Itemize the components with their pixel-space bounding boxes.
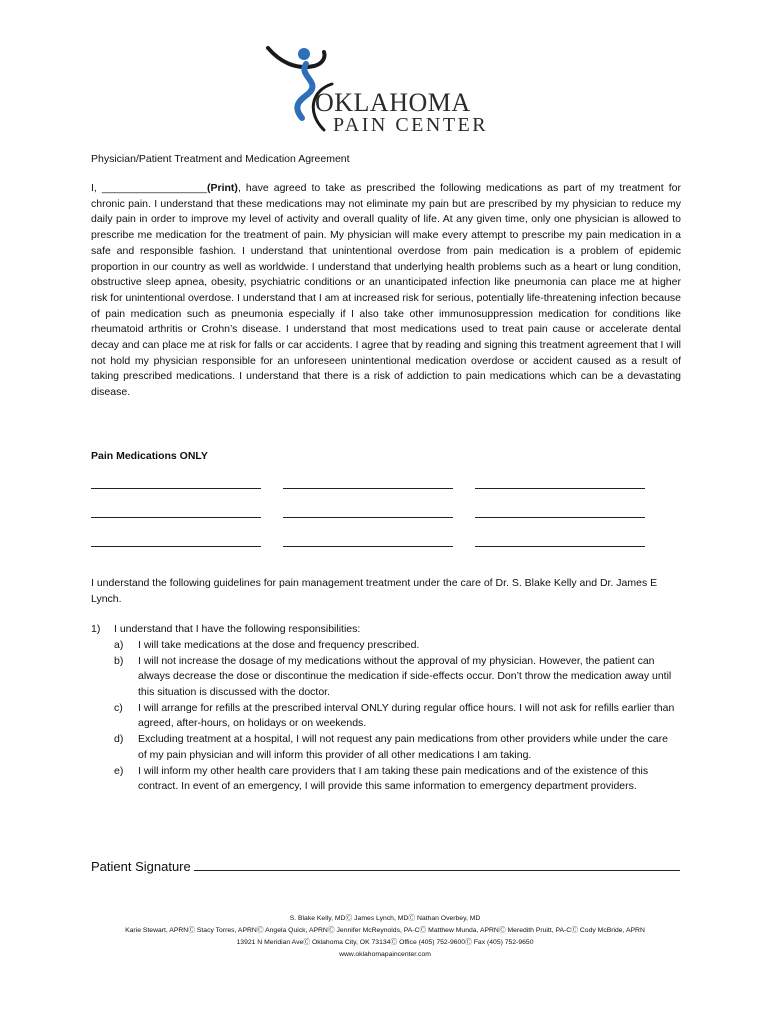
list-item-text: I will not increase the dosage of my medications without the approval of my physician. However, the patient can always decrease the dose or discontinue the medication if side-effects occur. Don’t throw the medication away until this situation is discussed with the doctor. bbox=[138, 654, 672, 698]
list-number: 1) bbox=[91, 623, 101, 635]
list-item-text: I will take medications at the dose and frequency prescribed. bbox=[138, 639, 420, 651]
signature-label: Patient Signature bbox=[91, 859, 191, 874]
list-item-letter: e) bbox=[114, 764, 124, 777]
list-heading: I understand that I have the following responsibilities: bbox=[114, 623, 361, 635]
medication-blank[interactable] bbox=[475, 478, 645, 489]
footer-physicians: S. Blake Kelly, MDⒸ James Lynch, MDⒸ Nathan Overbey, MD bbox=[289, 915, 481, 922]
list-item-text: I will inform my other health care providers that I am taking these pain medications and of the existence of this contract. In event of an emergency, I will provide this same information to emergency department providers. bbox=[138, 764, 649, 793]
medications-heading: Pain Medications ONLY bbox=[91, 450, 208, 462]
print-label: (Print) bbox=[207, 182, 238, 194]
medication-blank[interactable] bbox=[475, 507, 645, 518]
footer-providers: Karie Stewart, APRNⒸ Stacy Torres, APRNⒸ Angela Quick, APRNⒸ Jennifer McReynolds, PA-CⒸ Matthew Munda, APRNⒸ Meredith Pruitt, PA-CⒸ Cody McBride, APRN bbox=[125, 927, 645, 934]
intro-paragraph bbox=[91, 181, 681, 401]
medication-blank[interactable] bbox=[475, 536, 645, 547]
signature-line[interactable] bbox=[194, 858, 680, 871]
footer-website[interactable]: www.oklahomapaincenter.com bbox=[339, 951, 431, 958]
list-item-letter: b) bbox=[114, 654, 124, 667]
medication-row bbox=[91, 507, 651, 521]
logo-text-oklahoma: OKLAHOMA bbox=[315, 88, 471, 117]
logo-text-pain-center: PAIN CENTER bbox=[333, 114, 489, 136]
intro-text: , have agreed to take as prescribed the following medications as part of my treatment for chronic pain. I understand that these medications may not eliminate my pain but are prescribed by my physician to reduce my daily pain in order to improve my level of activity and overall quality of life. At any given time, only one physician is allowed to prescribe me medication for the treatment of pain. My physician will make every attempt to prescribe my pain medication in a safe and responsible fashion. I understand that unintentional overdose from pain medication is a problem of epidemic proportion in our country as well as worldwide. I understand that underlying health problems such as a heart or lung condition, obstructive sleep apnea, obesity, psychiatric conditions or an unanticipated infection like pneumonia can place me at higher risk for unintentional overdose. I understand that I am at increased risk for serious, potentially life-threatening infection because of pain medication such as pneumonia especially if I also take other immunosuppression medication for conditions like rheumatoid arthritis or Crohn’s disease. I understand that most medications used to treat pain cause or accelerate dental decay and can place me at risk for falls or car accidents. I agree that by reading and signing this treatment agreement that I will not hold my physician responsible for an unforeseen unintentional medication overdose or accident caused as a result of taking prescribed medications. I understand that there is a risk of addiction to pain medications which can be a devastating disease. bbox=[91, 182, 681, 399]
medication-row bbox=[91, 478, 651, 492]
footer-address: 13921 N Meridian AveⒸ Oklahoma City, OK 73134Ⓒ Office (405) 752-9600Ⓒ Fax (405) 752-9650 bbox=[236, 939, 534, 946]
medication-blank[interactable] bbox=[91, 536, 261, 547]
list-item-letter: a) bbox=[114, 639, 124, 651]
medication-blank[interactable] bbox=[283, 478, 453, 489]
document-title: Physician/Patient Treatment and Medication Agreement bbox=[91, 153, 350, 165]
list-item-letter: c) bbox=[114, 701, 123, 714]
list-item-letter: d) bbox=[114, 733, 124, 745]
name-blank: I, __________________ bbox=[91, 182, 208, 194]
patient-signature bbox=[91, 858, 680, 874]
medication-blank[interactable] bbox=[91, 478, 261, 489]
list-item-text: Excluding treatment at a hospital, I will not request any pain medications from other providers while under the care of my pain physician and will inform this provider of all other medications I am taking. bbox=[138, 733, 668, 761]
guidelines-paragraph: I understand the following guidelines for pain management treatment under the care of Dr. S. Blake Kelly and Dr. James E Lynch. bbox=[91, 577, 658, 605]
logo-figure-arms bbox=[268, 48, 325, 67]
logo-figure-body bbox=[297, 64, 312, 118]
medication-blank[interactable] bbox=[283, 536, 453, 547]
medication-row bbox=[91, 536, 651, 550]
medication-blank[interactable] bbox=[91, 507, 261, 518]
logo-figure-head bbox=[298, 48, 310, 60]
medication-blank[interactable] bbox=[283, 507, 453, 518]
list-item-text: I will arrange for refills at the prescribed interval ONLY during regular office hours. I will not ask for refills earlier than agreed, after-hours, on holidays or on weekends. bbox=[138, 701, 675, 730]
